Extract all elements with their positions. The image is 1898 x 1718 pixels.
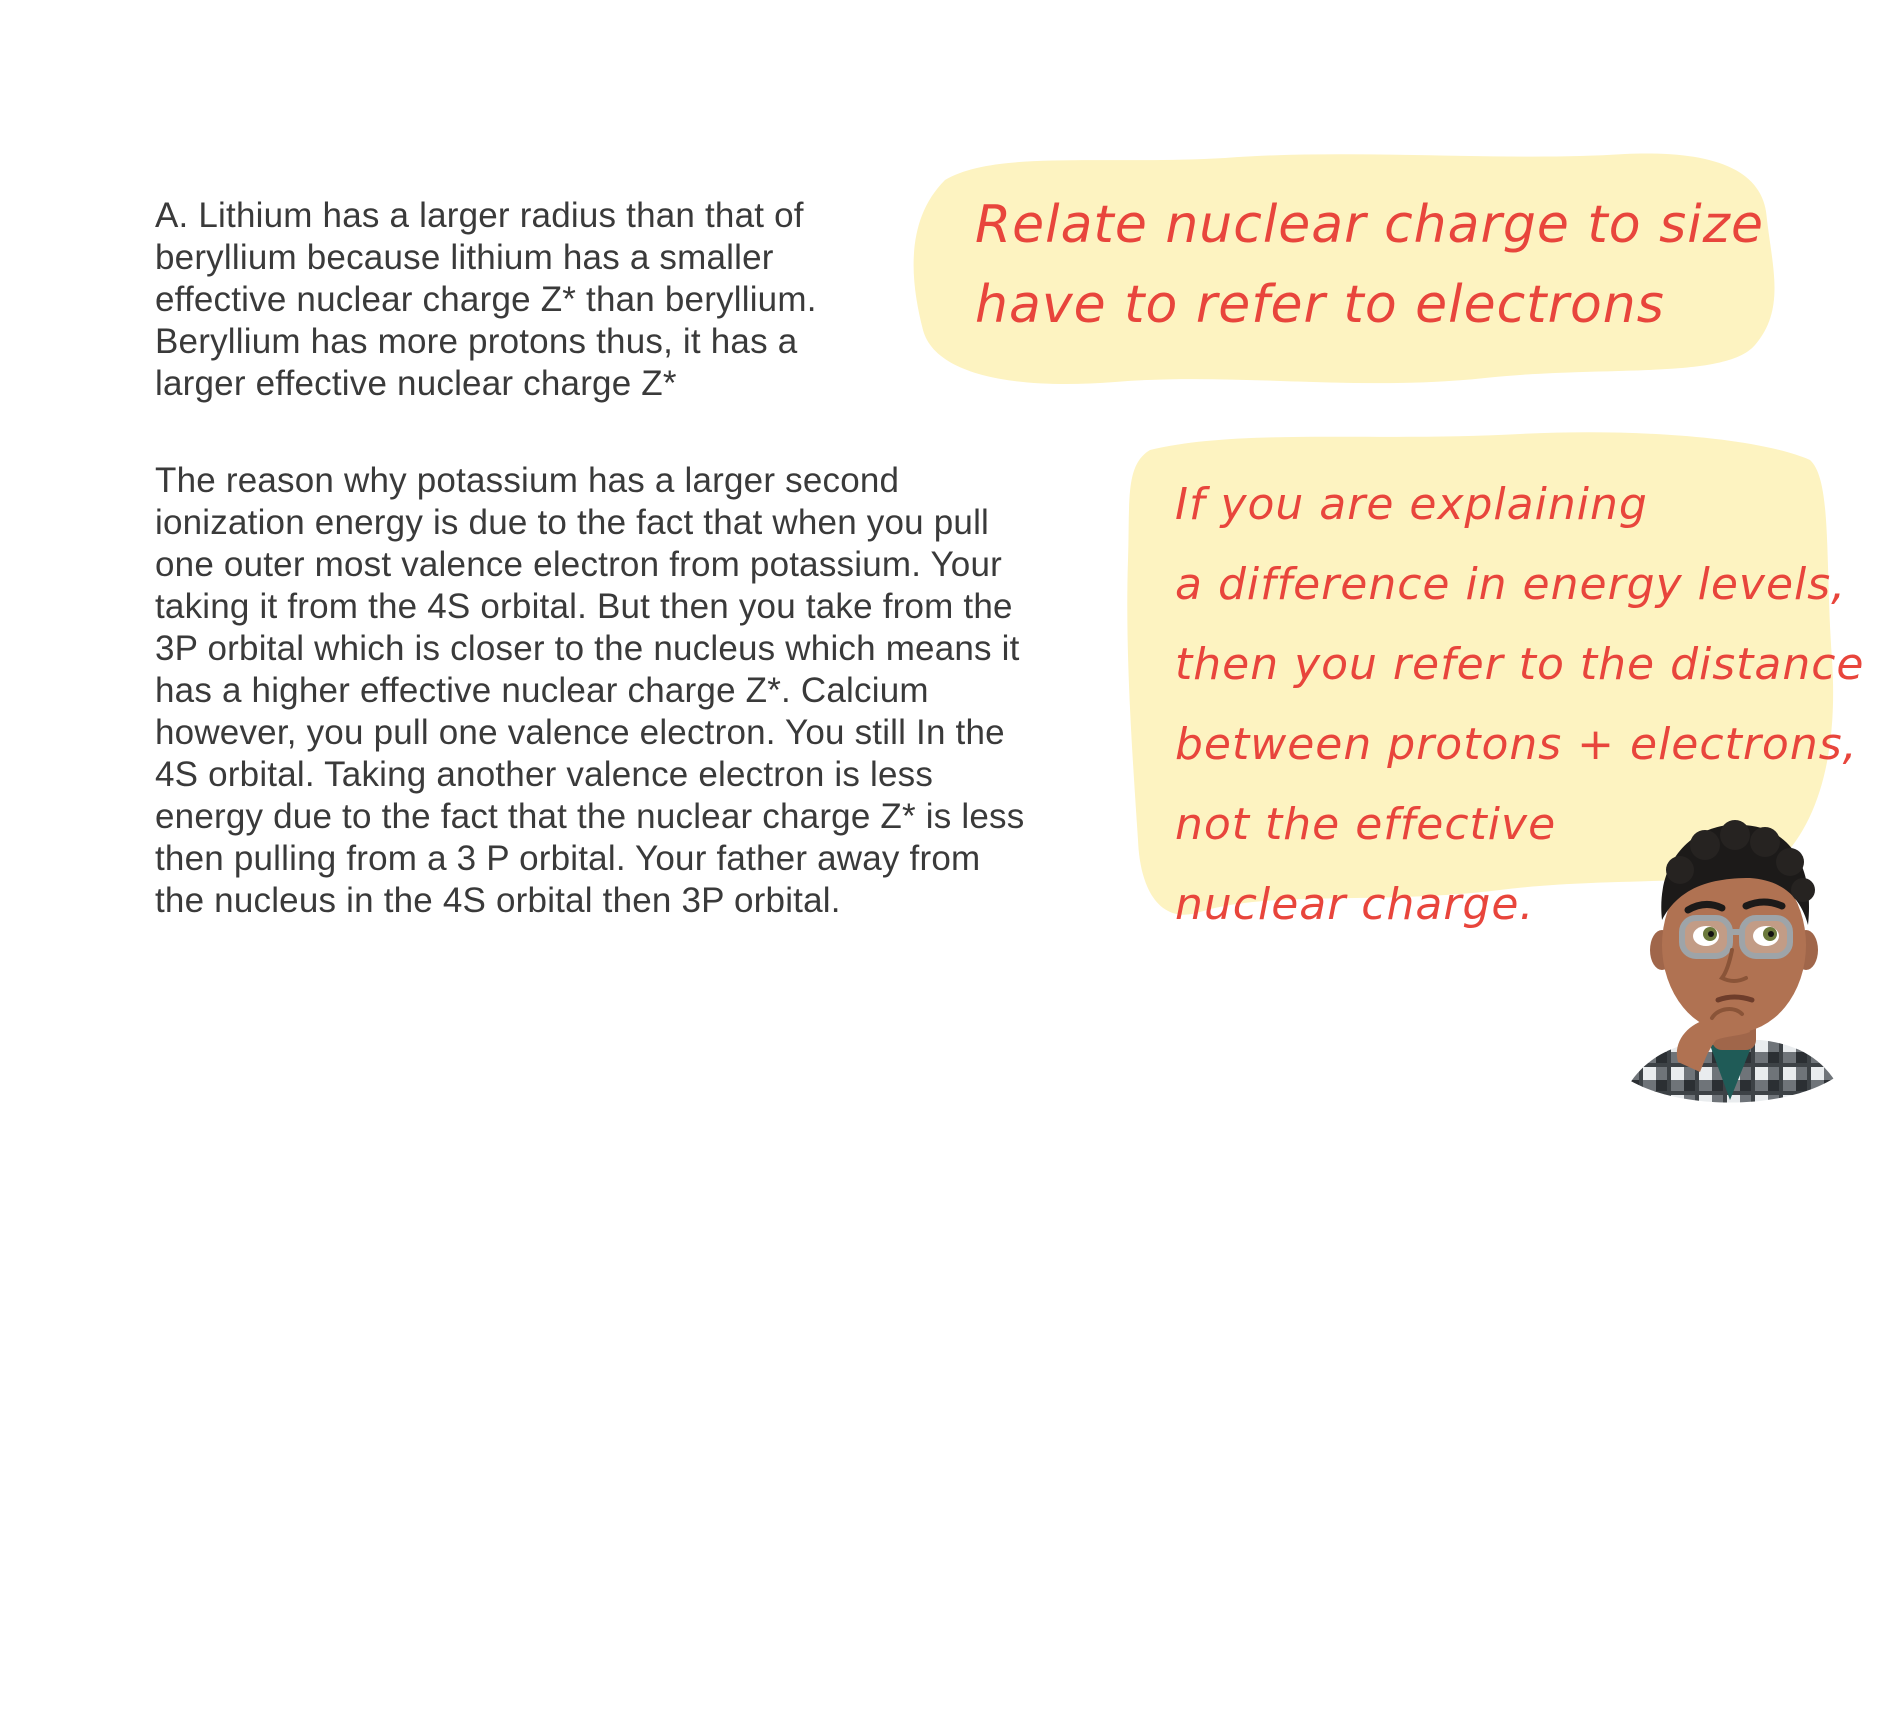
answer-a-line: larger effective nuclear charge Z*	[155, 364, 677, 403]
feedback-note-1-line: Relate nuclear charge to size	[975, 195, 1764, 255]
answer-b-line: The reason why potassium has a larger second	[155, 461, 900, 500]
answer-b	[155, 460, 1024, 922]
answer-b-line: energy due to the fact that the nuclear charge Z* is less	[155, 797, 1025, 836]
answer-b-line: then pulling from a 3 P orbital. Your father away from	[155, 839, 981, 878]
answer-a-line: Beryllium has more protons thus, it has a	[155, 322, 798, 361]
feedback-note-2-line: between protons + electrons,	[1175, 719, 1858, 770]
feedback-note-2-line: then you refer to the distance	[1175, 639, 1865, 690]
answer-b-line: 3P orbital which is closer to the nucleus which means it	[155, 629, 1020, 668]
feedback-note-2-line: nuclear charge.	[1175, 879, 1535, 930]
answer-b-line: 4S orbital. Taking another valence electron is less	[155, 755, 934, 794]
answer-b-line: however, you pull one valence electron. You still In the	[155, 713, 1005, 752]
feedback-note-2-line: If you are explaining	[1175, 479, 1648, 530]
answer-b-line: one outer most valence electron from potassium. Your	[155, 545, 1002, 584]
answer-a	[155, 195, 817, 405]
feedback-note-2-line: not the effective	[1175, 799, 1557, 850]
answer-b-line: the nucleus in the 4S orbital then 3P orbital.	[155, 881, 841, 920]
answer-a-line: effective nuclear charge Z* than beryllium.	[155, 280, 817, 319]
feedback-note-1	[975, 185, 1764, 345]
thinking-memoji-avatar-icon	[1600, 800, 1860, 1140]
answer-b-line: has a higher effective nuclear charge Z*. Calcium	[155, 671, 929, 710]
answer-a-line: A. Lithium has a larger radius than that of	[155, 196, 804, 235]
answer-b-line: ionization energy is due to the fact that when you pull	[155, 503, 990, 542]
answer-a-line: beryllium because lithium has a smaller	[155, 238, 774, 277]
answer-b-line: taking it from the 4S orbital. But then you take from the	[155, 587, 1013, 626]
feedback-note-1-line: have to refer to electrons	[975, 275, 1665, 335]
feedback-note-2-line: a difference in energy levels,	[1175, 559, 1847, 610]
